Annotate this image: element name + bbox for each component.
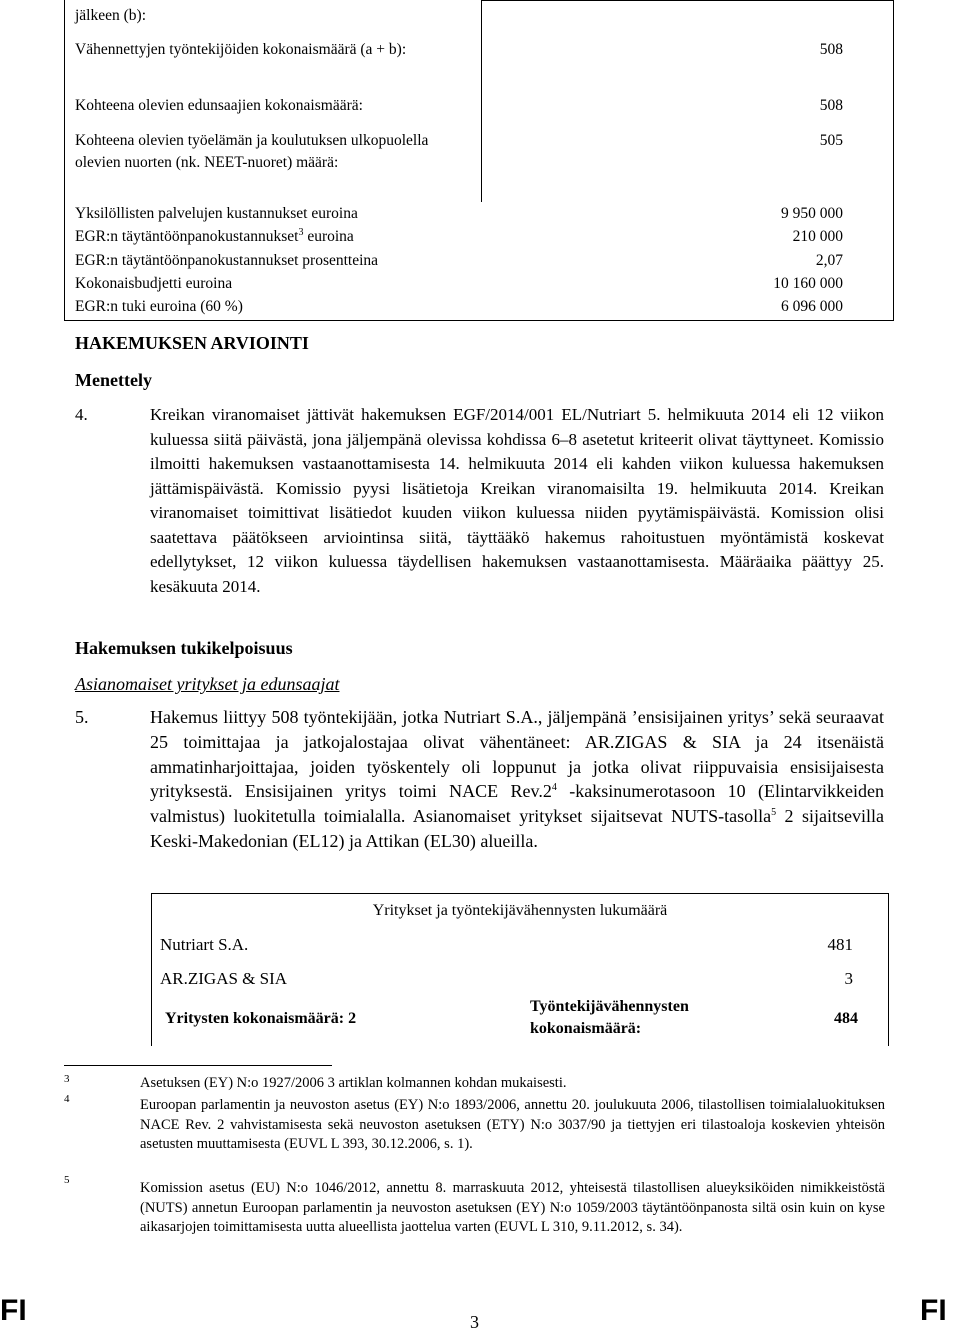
footnote-text: Asetuksen (EY) N:o 1927/2006 3 artiklan kolmannen kohdan mukaisesti. [140,1075,567,1091]
footnote-separator [64,1065,332,1066]
page-number: 3 [470,1312,479,1332]
stats-value: 10 160 000 [773,275,843,292]
stats-value: 2,07 [815,252,843,269]
stats-label: Yksilöllisten palvelujen kustannukset euroina [75,205,358,222]
company-name: AR.ZIGAS & SIA [160,969,288,988]
stats-value: 508 [819,97,843,114]
stats-label: Kokonaisbudjetti euroina [75,275,233,292]
stats-label: EGR:n täytäntöönpanokustannukset prosentteina [75,252,379,269]
table-border-right [893,0,894,320]
total-layoffs-value: 484 [834,1010,858,1027]
table-border-top [151,893,889,894]
footer-language-left: FI [0,1294,27,1327]
table-border-top [481,0,894,1]
footnote-text: Euroopan parlamentin ja neuvoston asetus (EY) N:o 1893/2006, annettu 20. joulukuuta 2006, tilastollisen toimialaluokituksen NACE Rev. 2 vahvistamisesta sekä neuvoston asetuksen (ETY) N:o 3037/90 ja tiettyjen eri tilastoaloja koskevien yhteisön asetusten muuttamisesta (EUVL L 393, 30.12.2006, s. 1). [140,1097,885,1153]
company-layoffs: 3 [844,969,853,988]
total-layoffs-label: Työntekijävähennysten kokonaismäärä: [530,998,689,1037]
stats-value: 210 000 [792,228,843,245]
table-border-left [64,0,65,320]
footnote-number: 4 [64,1093,70,1105]
paragraph-number: 4. [75,405,88,424]
stats-value: 505 [819,132,843,149]
stats-label: Kohteena olevien työelämän ja koulutuksen ulkopuolella olevien nuorten (nk. NEET-nuoret) määrä: [75,132,429,171]
stats-value: 508 [819,41,843,58]
stats-value: 9 950 000 [781,205,843,222]
footnote-text: Komission asetus (EU) N:o 1046/2012, annettu 8. marraskuuta 2012, yhteisestä tilastollisen alueyksiköiden nimikkeistöstä (NUTS) annetun Euroopan parlamentin ja neuvoston asetuksen (EY) N:o 1059/2003 täytäntöönpanosta siltä osin kuin on kyse aikasarjojen toimittamisesta uutta alueellista jaottelua varten (EUVL L 310, 9.11.2012, s. 34). [140,1180,885,1236]
stats-label: EGR:n täytäntöönpanokustannukset$^3$ euroina [75,226,354,245]
subsection-heading: Hakemuksen tukikelpoisuus [75,638,293,658]
company-layoffs: 481 [827,935,853,954]
stats-label: EGR:n tuki euroina (60 %) [75,298,243,315]
stats-value: 6 096 000 [781,298,843,315]
footnote-ref: 3 [298,226,304,238]
paragraph-number: 5. [75,707,89,727]
sub-subsection-heading: Asianomaiset yritykset ja edunsaajat [75,674,340,694]
footnote-number: 5 [64,1174,70,1186]
total-companies-label: Yritysten kokonaismäärä: 2 [165,1010,357,1027]
company-name: Nutriart S.A. [160,935,249,954]
company-table-title: Yritykset ja työntekijävähennysten lukumäärä [372,902,668,919]
paragraph-5: Hakemus liittyy 508 työntekijään, jotka Nutriart S.A., jäljempänä ’ensisijainen yritys’ sekä seuraavat 25 toimittajaa ja jatkojalostajaa olivat vähentäneet: AR.ZIGAS & SIA ja 24 itsenäistä ammatinharjoittajaa, joiden työskentely oli loppunut ja jotka olivat riippuvaisia ensisijaisesta yrityksestä. Ensisijainen yritys toimi NACE $Rev.2^4$ -kaksinumerotasoon 10 (Elintarvikkeiden valmistus) luokitetulla toimialalla. Asianomaiset yritykset sijaitsevat NUTS-tasolla$^5$ 2 sijaitsevilla Keski-Makedonian (EL12) ja Attikan (EL30) alueilla. [150,707,884,851]
stats-label: Vähennettyjen työntekijöiden kokonaismäärä (a + b): [75,41,407,58]
footnote-ref: 4 [551,782,557,794]
stats-label: jälkeen (b): [75,7,147,24]
table-border-bottom [64,320,894,321]
footer-language-right: FI [920,1294,947,1327]
footnote-ref: 5 [771,807,777,819]
table-column-divider [481,0,482,202]
footnote-number: 3 [64,1073,70,1085]
stats-label: Kohteena olevien edunsaajien kokonaismäärä: [75,97,363,114]
section-heading: HAKEMUKSEN ARVIOINTI [75,333,309,353]
subsection-heading: Menettely [75,370,152,390]
paragraph-4: Kreikan viranomaiset jättivät hakemuksen EGF/2014/001 EL/Nutriart 5. helmikuuta 2014 eli 12 viikon kuluessa siitä päivästä, jona jäljempänä olevissa kohdissa 6–8 asetetut kriteerit olivat täyttyneet. Komissio ilmoitti hakemuksen vastaanottamisesta 14. helmikuuta 2014 eli kahden viikon kuluessa hakemuksen jättämispäivästä. Komissio pyysi lisätietoja Kreikan viranomaisilta 19. helmikuuta 2014. Kreikan viranomaiset toimittivat lisätiedot kuuden viikon kuluessa niiden pyytämispäivästä. Komission olisi saatettava päätökseen arviointinsa siitä, täyttääkö hakemus rahoitustuen myöntämistä koskevat edellytykset, 12 viikon kuluessa täydellisen hakemuksen vastaanottamisesta. Määräaika päättyy 25. kesäkuuta 2014. [150,405,884,596]
